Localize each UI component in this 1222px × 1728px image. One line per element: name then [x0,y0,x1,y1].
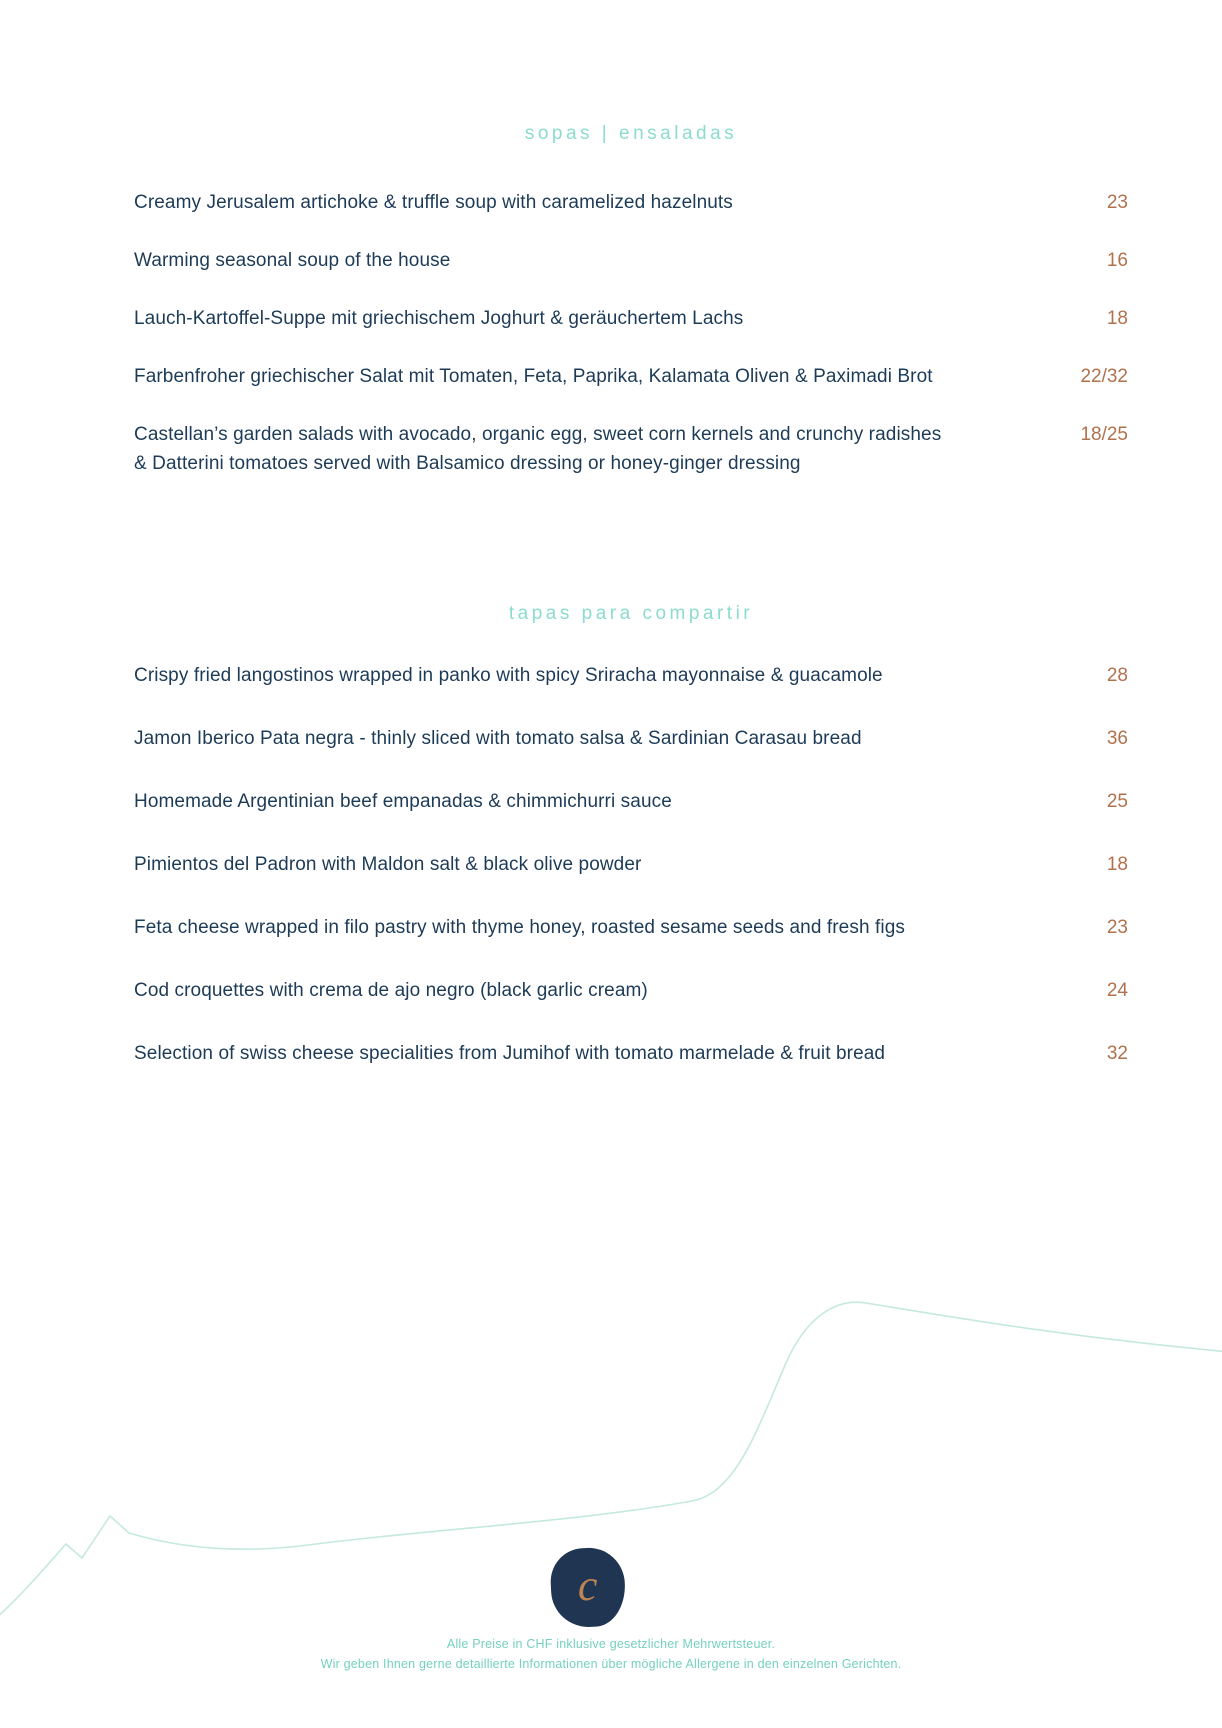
dish-price: 18/25 [1080,424,1128,445]
dish-name: Homemade Argentinian beef empanadas & chimmichurri sauce [134,791,672,812]
dish-name: Crispy fried langostinos wrapped in panko with spicy Sriracha mayonnaise & guacamole [134,665,883,686]
dish-price: 18 [1106,854,1128,875]
menu-row [134,307,1128,331]
dish-name: Pimientos del Padron with Maldon salt & black olive powder [134,854,642,875]
dish-price: 24 [1106,980,1128,1001]
dish-name: Farbenfroher griechischer Salat mit Tomaten, Feta, Paprika, Kalamata Oliven & Paximadi Brot [134,366,933,387]
menu-row [134,664,1128,688]
menu-row [134,979,1128,1003]
dish-name: Warming seasonal soup of the house [134,250,451,271]
section-title-tapas-para-compartir: tapas para compartir [508,603,754,624]
dish-price: 22/32 [1080,366,1128,387]
dish-price: 36 [1106,728,1128,749]
menu-row [134,727,1128,751]
menu-row [134,423,1128,476]
dish-name: Feta cheese wrapped in filo pastry with thyme honey, roasted sesame seeds and fresh figs [134,917,905,938]
restaurant-logo [549,1546,627,1629]
dish-name: Cod croquettes with crema de ajo negro (black garlic cream) [134,980,648,1001]
section-title-sopas-ensaladas: sopas | ensaladas [524,123,738,144]
menu-row [134,365,1128,389]
sopas-item-list [134,191,1128,510]
menu-row [134,853,1128,877]
logo-letter-c: c [578,1560,598,1610]
dish-name-line2: & Datterini tomatoes served with Balsamico dressing or honey-ginger dressing [134,453,801,474]
dish-name: Jamon Iberico Pata negra - thinly sliced with tomato salsa & Sardinian Carasau bread [134,728,862,749]
tapas-item-list [134,664,1128,1105]
dish-name: Selection of swiss cheese specialities from Jumihof with tomato marmelade & fruit bread [134,1043,886,1064]
dish-price: 32 [1106,1043,1128,1064]
dish-name: Lauch-Kartoffel-Suppe mit griechischem Joghurt & geräuchertem Lachs [134,308,744,329]
menu-row [134,790,1128,814]
dish-price: 28 [1106,665,1128,686]
dish-price: 25 [1106,791,1128,812]
dish-price: 23 [1106,917,1128,938]
dish-price: 23 [1106,192,1128,213]
menu-row [134,249,1128,273]
footer-line-allergens: Wir geben Ihnen gerne detaillierte Informationen über mögliche Allergene in den einzelnen Gerichten. [320,1657,902,1671]
dish-price: 18 [1106,308,1128,329]
dish-name: Creamy Jerusalem artichoke & truffle soup with caramelized hazelnuts [134,192,733,213]
footer-note [0,1634,1222,1674]
dish-price: 16 [1106,250,1128,271]
menu-row [134,191,1128,215]
dish-name [134,423,1070,476]
menu-row [134,916,1128,940]
footer-line-vat: Alle Preise in CHF inklusive gesetzlicher Mehrwertsteuer. [446,1637,776,1651]
dish-name-line1: Castellan’s garden salads with avocado, organic egg, sweet corn kernels and crunchy radishes [134,424,942,445]
menu-row [134,1042,1128,1066]
